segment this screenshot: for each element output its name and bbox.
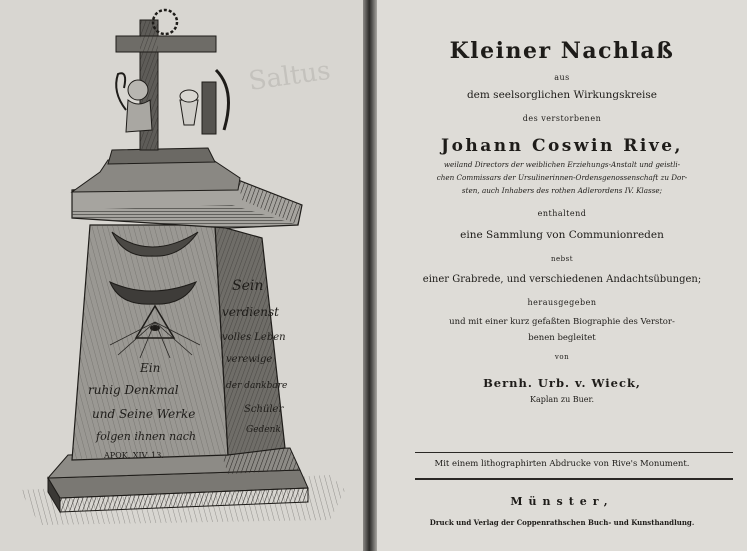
inscription-line: und Seine Werke (92, 407, 196, 421)
line-grabrede: einer Grabrede, und verschiedenen Andachtsübungen; (422, 274, 702, 285)
line-sammlung: eine Sammlung von Communionreden (460, 229, 664, 241)
line-enthaltend: enthaltend (537, 209, 587, 218)
inscription-line: folgen ihnen nach (96, 430, 197, 443)
author-bio-line: weiland Directors der weiblichen Erziehungs-Anstalt und geistli- (443, 160, 681, 169)
inscription-line: der dankbare (226, 381, 288, 391)
inscription-line: ruhig Denkmal (88, 383, 179, 397)
line-nebst: nebst (550, 255, 574, 263)
inscription-line: verewige (226, 354, 273, 365)
inscription-line: volles Leben (222, 332, 286, 343)
line-wirkungskreise: dem seelsorglichen Wirkungskreise (466, 89, 658, 101)
inscription-line: Ein (140, 361, 161, 375)
line-biographie: und mit einer kurz gefaßten Biographie des Verstor- (449, 317, 675, 327)
left-page-frontispiece (0, 0, 363, 551)
inscription-line: Schüler (244, 404, 284, 415)
inscription-line: APOK. XIV. 13. (104, 451, 164, 460)
line-herausgegeben: herausgegeben (527, 298, 597, 307)
book-gutter (363, 0, 377, 551)
monument-note: Mit einem lithographirten Abdrucke von Rive's Monument. (434, 459, 690, 469)
publisher: Druck und Verlag der Coppenrathschen Buch- und Kunsthandlung. (429, 518, 695, 527)
editor-name: Bernh. Urb. v. Wieck, (483, 376, 641, 390)
inscription-line: verdienst (222, 305, 279, 319)
author-bio-line: sten, auch Inhabers des rothen Adlerordens IV. Klasse; (461, 186, 663, 195)
line-biographie: benen begleitet (528, 333, 596, 343)
author-bio-line: chen Commissars der Ursulinerinnen-Ordensgenossenschaft zu Dor- (436, 173, 688, 182)
author-name: Johann Coswin Rive, (441, 136, 683, 156)
divider (415, 452, 733, 453)
line-des: des verstorbenen (522, 114, 602, 123)
line-von: von (554, 353, 570, 361)
right-page-title-page (377, 0, 747, 551)
place: Münster, (510, 495, 614, 508)
divider (415, 478, 733, 480)
editor-title: Kaplan zu Buer. (529, 395, 595, 404)
line-aus: aus (554, 73, 570, 82)
monument-engraving (0, 0, 363, 551)
show-through-text: Saltus (246, 55, 333, 97)
inscription-line: Sein (232, 278, 264, 294)
inscription-line: Gedenk (246, 425, 281, 435)
book-title: Kleiner Nachlaß (449, 38, 675, 64)
